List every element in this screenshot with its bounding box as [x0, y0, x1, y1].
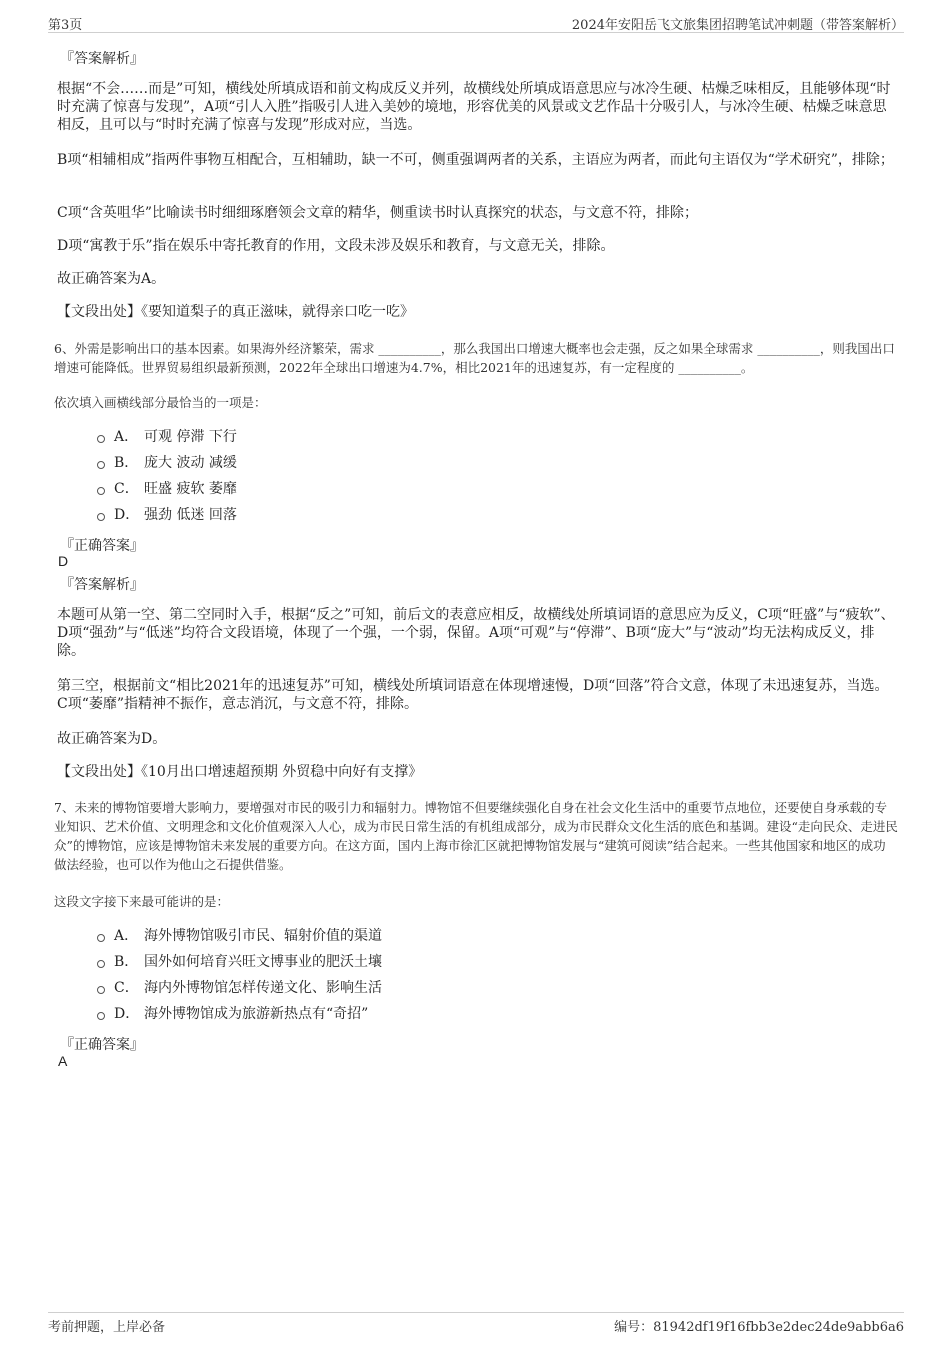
- question-prompt: 依次填入画横线部分最恰当的一项是：: [54, 395, 267, 410]
- radio-button-icon[interactable]: [97, 487, 105, 495]
- footer-slogan: 考前押题，上岸必备: [48, 1320, 166, 1335]
- explanation-heading: 『答案解析』: [60, 51, 144, 67]
- option-letter: C．: [114, 481, 139, 497]
- radio-button-icon[interactable]: [97, 934, 105, 942]
- option-text: 海外博物馆吸引市民、辐射价值的渠道: [144, 928, 382, 944]
- page-footer: [48, 1312, 904, 1335]
- option-letter: D．: [114, 507, 140, 523]
- document-title: 2024年安阳岳飞文旅集团招聘笔试冲刺题（带答案解析）: [571, 18, 904, 33]
- correct-answer-heading: 『正确答案』: [60, 1037, 144, 1053]
- option-letter: A．: [114, 928, 139, 944]
- option-letter: D．: [114, 1006, 140, 1022]
- explanation-heading: 『答案解析』: [60, 577, 144, 593]
- option-b[interactable]: [97, 953, 382, 971]
- option-letter: C．: [114, 980, 139, 996]
- option-text: 旺盛 疲软 萎靡: [144, 481, 237, 497]
- correct-answer-value: A: [58, 1053, 68, 1069]
- radio-button-icon[interactable]: [97, 1012, 105, 1020]
- option-b[interactable]: [97, 454, 237, 472]
- document-serial: 编号：81942df19f16fbb3e2dec24de9abb6a6: [614, 1320, 904, 1335]
- option-text: 海内外博物馆怎样传递文化、影响生活: [144, 980, 382, 996]
- option-letter: B．: [114, 954, 139, 970]
- option-text: 海外博物馆成为旅游新热点有“奇招”: [144, 1006, 369, 1022]
- correct-answer-heading: 『正确答案』: [60, 538, 144, 554]
- explanation-paragraph: D项“寓教于乐”指在娱乐中寄托教育的作用，文段未涉及娱乐和教育，与文意无关，排除。: [57, 238, 615, 254]
- correct-answer-value: D: [58, 553, 69, 569]
- explanation-paragraph: 本题可从第一空、第二空同时入手，根据“反之”可知，前后文的表意应相反，故横线处所填词语的意思应为反义，C项“旺盛”与“疲软”、D项“强劲”与“低迷”均符合文段语境，体现了一个强，一个弱，保留。A项“可观”与“停滞”、B项“庞大”与“波动”均无法构成反义，排除。: [57, 607, 895, 659]
- option-text: 强劲 低迷 回落: [144, 507, 237, 523]
- option-letter: B．: [114, 455, 139, 471]
- source-citation: 【文段出处】《10月出口增速超预期 外贸稳中向好有支撑》: [57, 764, 423, 780]
- option-letter: A．: [114, 429, 139, 445]
- radio-button-icon[interactable]: [97, 513, 105, 521]
- page-header: [48, 14, 904, 33]
- option-text: 国外如何培育兴旺文博事业的肥沃土壤: [144, 954, 382, 970]
- question-prompt: 这段文字接下来最可能讲的是：: [54, 894, 230, 909]
- radio-button-icon[interactable]: [97, 960, 105, 968]
- option-d[interactable]: [97, 506, 237, 524]
- explanation-paragraph: B项“相辅相成”指两件事物互相配合，互相辅助，缺一不可，侧重强调两者的关系，主语应为两者，而此句主语仅为“学术研究”，排除；: [57, 152, 894, 168]
- radio-button-icon[interactable]: [97, 986, 105, 994]
- explanation-paragraph: 第三空，根据前文“相比2021年的迅速复苏”可知，横线处所填词语意在体现增速慢，D项“回落”符合文意，体现了未迅速复苏，当选。C项“萎靡”指精神不振作，意志消沉，与文意不符，排除。: [57, 678, 889, 712]
- source-citation: 【文段出处】《要知道梨子的真正滋味，就得亲口吃一吃》: [57, 304, 414, 320]
- explanation-paragraph: C项“含英咀华”比喻读书时细细琢磨领会文章的精华，侧重读书时认真探究的状态，与文意不符，排除；: [57, 205, 699, 221]
- question-stem: 7、未来的博物馆要增大影响力，要增强对市民的吸引力和辐射力。博物馆不但要继续强化自身在社会文化生活中的重要节点地位，还要使自身承载的专业知识、艺术价值、文明理念和文化价值观深入人心，成为市民日常生活的有机组成部分，成为市民群众文化生活的底色和基调。建设“走向民众、走进民众”的博物馆，应该是博物馆未来发展的重要方向。在这方面，国内上海市徐汇区就把博物馆发展与“建筑可阅读”结合起来。一些其他国家和地区的成功做法经验，也可以作为他山之石提供借鉴。: [54, 800, 898, 872]
- option-text: 可观 停滞 下行: [144, 429, 237, 445]
- question-stem: 6、外需是影响出口的基本因素。如果海外经济繁荣，需求 __________，那么我国出口增速大概率也会走强，反之如果全球需求 __________，则我国出口增速可能降低。世界贸易组织最新预测，2022年全球出口增速为4.7%，相比2021年的迅速复苏，有一定程度的 __________。: [54, 341, 895, 375]
- conclusion-text: 故正确答案为D。: [57, 731, 167, 747]
- conclusion-text: 故正确答案为A。: [57, 271, 166, 287]
- explanation-paragraph: 根据“不会……而是”可知，横线处所填成语和前文构成反义并列，故横线处所填成语意思应与冰冷生硬、枯燥乏味相反，且能够体现“时时充满了惊喜与发现”，A项“引人入胜”指吸引人进入美妙的境地，形容优美的风景或文艺作品十分吸引人，与冰冷生硬、枯燥乏味意思相反，且可以与“时时充满了惊喜与发现”形成对应，当选。: [57, 81, 891, 133]
- option-d[interactable]: [97, 1005, 368, 1023]
- radio-button-icon[interactable]: [97, 461, 105, 469]
- option-c[interactable]: [97, 480, 237, 498]
- page-number: 第3页: [48, 18, 83, 33]
- option-text: 庞大 波动 减缓: [144, 455, 237, 471]
- option-a[interactable]: [97, 428, 237, 446]
- radio-button-icon[interactable]: [97, 435, 105, 443]
- option-a[interactable]: [97, 927, 382, 945]
- option-c[interactable]: [97, 979, 382, 997]
